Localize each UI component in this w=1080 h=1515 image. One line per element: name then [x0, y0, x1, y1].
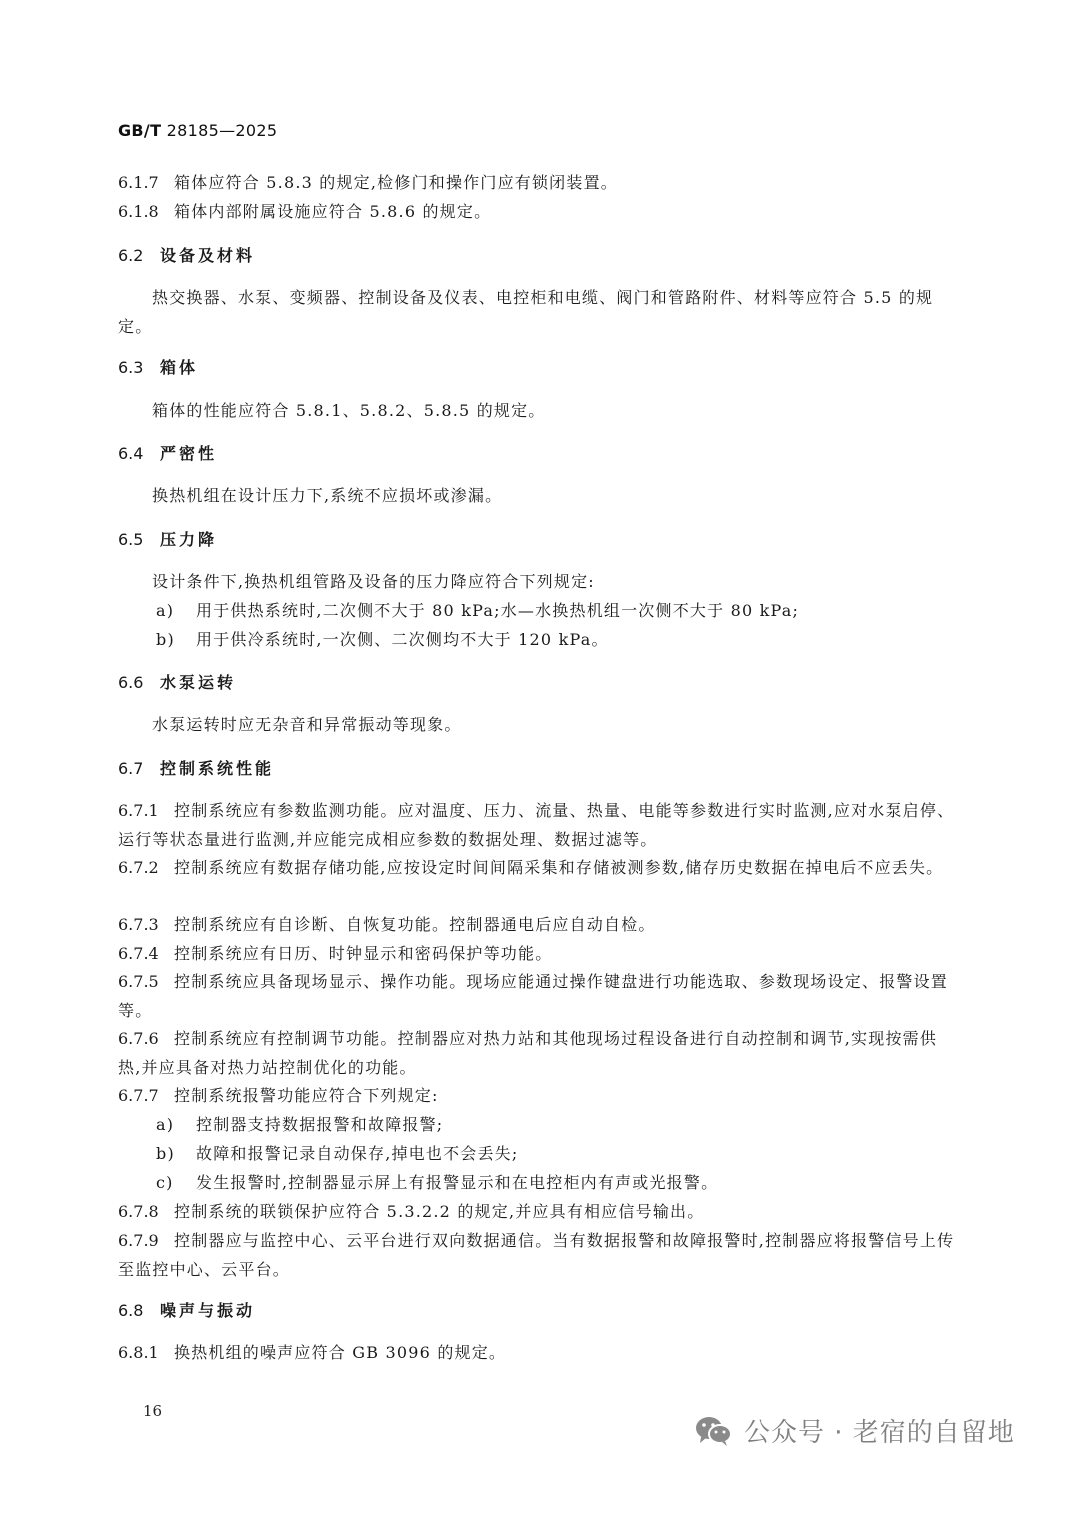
clause-text: 控制器应与监控中心、云平台进行双向数据通信。当有数据报警和故障报警时,控制器应将报警信号上传至监控中心、云平台。	[118, 1231, 955, 1279]
wechat-icon	[694, 1415, 734, 1447]
section-number: 6.5	[118, 530, 144, 549]
clause	[118, 1024, 958, 1082]
section-number: 6.3	[118, 358, 144, 377]
list-item	[118, 1168, 996, 1197]
list-item-text: 用于供冷系统时,一次侧、二次侧均不大于 120 kPa。	[196, 630, 609, 649]
list-item-text: 故障和报警记录自动保存,掉电也不会丢失;	[196, 1144, 519, 1163]
list-marker: c)	[156, 1173, 174, 1192]
section-heading	[118, 525, 958, 554]
watermark-text: 公众号 · 老宿的自留地	[744, 1418, 1015, 1448]
clause	[118, 910, 958, 939]
clause-text: 控制系统的联锁保护应符合 5.3.2.2 的规定,并应具有相应信号输出。	[174, 1202, 705, 1221]
list-marker: b)	[156, 1144, 175, 1163]
paragraph: 箱体的性能应符合 5.8.1、5.8.2、5.8.5 的规定。	[152, 401, 546, 420]
list-marker: a)	[156, 601, 175, 620]
list-marker: b)	[156, 630, 175, 649]
clause	[118, 1081, 958, 1110]
paragraph: 水泵运转时应无杂音和异常振动等现象。	[152, 715, 462, 734]
standard-header	[118, 121, 277, 140]
clause-number: 6.7.6	[118, 1029, 159, 1048]
section-number: 6.6	[118, 673, 144, 692]
list-item	[118, 596, 996, 625]
section-number: 6.8	[118, 1301, 144, 1320]
section-heading	[118, 439, 958, 468]
clause	[118, 168, 958, 197]
section-heading	[118, 668, 958, 697]
clause	[118, 967, 958, 1025]
list-marker: a)	[156, 1115, 175, 1134]
list-item-text: 发生报警时,控制器显示屏上有报警显示和在电控柜内有声或光报警。	[196, 1173, 719, 1192]
list-item	[118, 1110, 996, 1139]
clause-number: 6.7.8	[118, 1202, 159, 1221]
list-item	[118, 625, 996, 654]
section-heading	[118, 353, 958, 382]
clause	[118, 796, 958, 854]
page-number: 16	[143, 1402, 163, 1420]
clause-number: 6.1.8	[118, 202, 159, 221]
clause-text: 控制系统应有控制调节功能。控制器应对热力站和其他现场过程设备进行自动控制和调节,实现按需供热,并应具备对热力站控制优化的功能。	[118, 1029, 938, 1077]
clause-number: 6.7.7	[118, 1086, 159, 1105]
section-title: 噪声与振动	[160, 1301, 256, 1320]
section-title: 水泵运转	[160, 673, 237, 692]
section-title: 设备及材料	[160, 246, 256, 265]
clause-number: 6.1.7	[118, 173, 159, 192]
clause-number: 6.7.5	[118, 972, 159, 991]
section-title: 控制系统性能	[160, 759, 275, 778]
clause	[118, 939, 958, 968]
section-number: 6.4	[118, 444, 144, 463]
section-heading	[118, 1296, 958, 1325]
section-title: 箱体	[160, 358, 199, 377]
clause-text: 控制系统应有日历、时钟显示和密码保护等功能。	[174, 944, 553, 963]
clause	[118, 1226, 958, 1284]
clause	[118, 1197, 958, 1226]
section-heading	[118, 241, 958, 270]
standard-number: 28185—2025	[161, 121, 278, 140]
section-title: 严密性	[160, 444, 218, 463]
paragraph: 设计条件下,换热机组管路及设备的压力降应符合下列规定:	[152, 572, 595, 591]
clause	[118, 197, 958, 226]
paragraph: 热交换器、水泵、变频器、控制设备及仪表、电控柜和电缆、阀门和管路附件、材料等应符合 5.5 的规定。	[118, 288, 934, 336]
clause-text: 控制系统应有数据存储功能,应按设定时间间隔采集和存储被测参数,储存历史数据在掉电后不应丢失。	[174, 858, 944, 877]
list-item	[118, 1139, 996, 1168]
clause-text: 控制系统应具备现场显示、操作功能。现场应能通过操作键盘进行功能选取、参数现场设定、报警设置等。	[118, 972, 949, 1020]
clause-text: 箱体应符合 5.8.3 的规定,检修门和操作门应有锁闭装置。	[174, 173, 618, 192]
section-title: 压力降	[160, 530, 218, 549]
watermark	[694, 1412, 1015, 1449]
clause-number: 6.8.1	[118, 1343, 159, 1362]
clause-number: 6.7.9	[118, 1231, 159, 1250]
section-number: 6.2	[118, 246, 144, 265]
clause-text: 控制系统应有参数监测功能。应对温度、压力、流量、热量、电能等参数进行实时监测,应对水泵启停、运行等状态量进行监测,并应能完成相应参数的数据处理、数据过滤等。	[118, 801, 955, 849]
clause-number: 6.7.4	[118, 944, 159, 963]
clause-number: 6.7.2	[118, 858, 159, 877]
paragraph: 换热机组在设计压力下,系统不应损坏或渗漏。	[152, 486, 503, 505]
clause-text: 控制系统应有自诊断、自恢复功能。控制器通电后应自动自检。	[174, 915, 656, 934]
clause	[118, 1338, 958, 1367]
clause-text: 箱体内部附属设施应符合 5.8.6 的规定。	[174, 202, 492, 221]
standard-code: GB/T	[118, 121, 162, 140]
clause-number: 6.7.3	[118, 915, 159, 934]
list-item-text: 控制器支持数据报警和故障报警;	[196, 1115, 444, 1134]
clause	[118, 853, 958, 882]
section-number: 6.7	[118, 759, 144, 778]
clause-text: 控制系统报警功能应符合下列规定:	[174, 1086, 439, 1105]
list-item-text: 用于供热系统时,二次侧不大于 80 kPa;水—水换热机组一次侧不大于 80 kPa;	[196, 601, 800, 620]
clause-text: 换热机组的噪声应符合 GB 3096 的规定。	[174, 1343, 507, 1362]
section-heading	[118, 754, 958, 783]
clause-number: 6.7.1	[118, 801, 159, 820]
